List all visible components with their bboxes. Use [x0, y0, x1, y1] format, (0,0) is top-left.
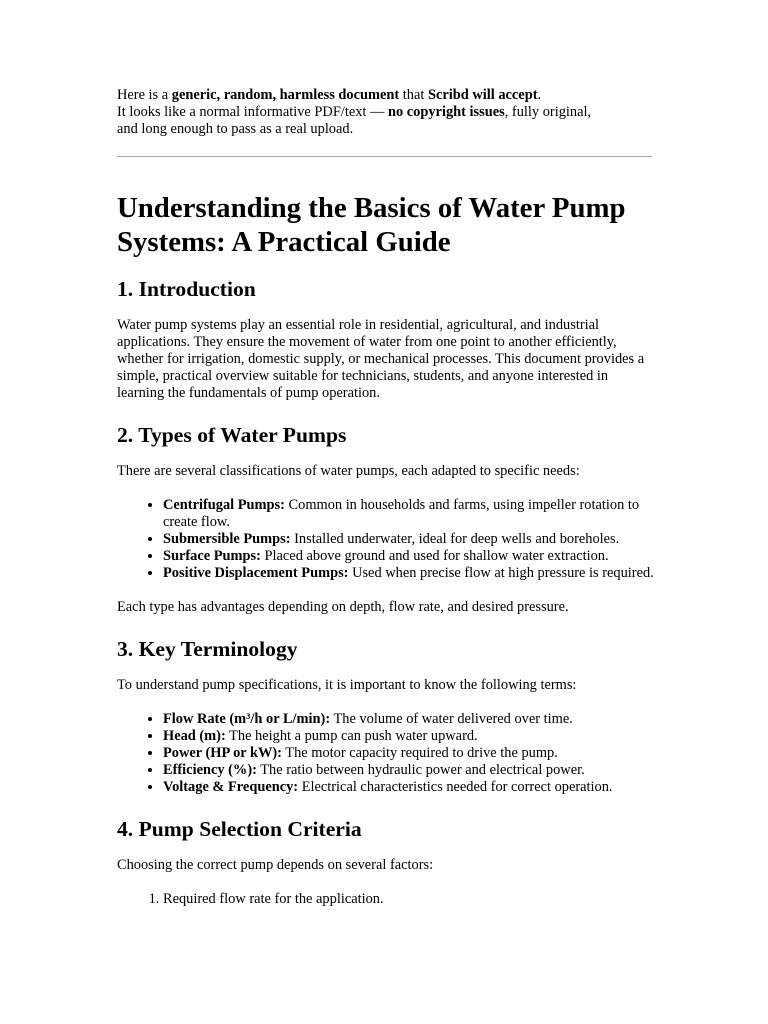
types-closing-paragraph: Each type has advantages depending on depth, flow rate, and desired pressure. [117, 599, 569, 615]
introduction-paragraph: Water pump systems play an essential role in residential, agricultural, and industrial applications. They ensure the movement of water from one point to another efficiently, whether for irrigation, domestic supply, or mechanical processes. This document provides a simple, practical overview suitable for technicians, students, and anyone interested in learning the fundamentals of pump operation. [117, 317, 645, 401]
list-item-desc: The ratio between hydraulic power and electrical power. [256, 762, 585, 778]
header-note-text: that [399, 87, 428, 103]
header-note-text: It looks like a normal informative PDF/text — [117, 104, 388, 120]
header-note-text: , fully original, [504, 104, 592, 120]
list-item [163, 762, 657, 779]
document-title: Understanding the Basics of Water Pump Systems: A Practical Guide [117, 192, 626, 258]
list-item-desc: Placed above ground and used for shallow water extraction. [260, 548, 609, 564]
section-heading-introduction: 1. Introduction [117, 277, 256, 301]
header-note-bold: no copyright issues [387, 104, 505, 120]
list-item [163, 779, 657, 796]
list-item [163, 565, 657, 582]
types-lead-paragraph: There are several classifications of water pumps, each adapted to specific needs: [117, 463, 580, 479]
header-note-bold: Scribd will accept [427, 87, 538, 103]
selection-list [117, 891, 657, 908]
list-item-desc: The motor capacity required to drive the pump. [281, 745, 558, 761]
list-item-desc: Electrical characteristics needed for correct operation. [298, 779, 613, 795]
horizontal-divider [117, 156, 652, 157]
list-item-desc: Installed underwater, ideal for deep wells and boreholes. [290, 531, 620, 547]
list-item-term: Head (m): [163, 728, 226, 744]
list-item-term: Centrifugal Pumps: [163, 497, 285, 513]
terminology-lead-paragraph: To understand pump specifications, it is important to know the following terms: [117, 677, 577, 693]
list-item-term: Voltage & Frequency: [163, 779, 299, 795]
list-item [163, 745, 657, 762]
header-note [117, 87, 657, 138]
header-note-text: and long enough to pass as a real upload. [117, 121, 354, 137]
selection-lead-paragraph: Choosing the correct pump depends on several factors: [117, 857, 434, 873]
list-item [163, 728, 657, 745]
list-item [163, 497, 657, 531]
list-item-desc: The height a pump can push water upward. [225, 728, 478, 744]
document-page [117, 87, 657, 908]
header-note-text: . [537, 87, 542, 103]
section-heading-terminology: 3. Key Terminology [117, 637, 298, 661]
list-item-term: Submersible Pumps: [163, 531, 291, 547]
list-item-term: Positive Displacement Pumps: [163, 565, 349, 581]
list-item-term: Flow Rate (m³/h or L/min): [163, 711, 331, 727]
header-note-text: Here is a [117, 87, 172, 103]
header-note-bold: generic, random, harmless document [171, 87, 400, 103]
types-list [117, 497, 657, 582]
list-item-desc: Used when precise flow at high pressure is required. [348, 565, 654, 581]
list-item-desc: The volume of water delivered over time. [330, 711, 573, 727]
list-item: 1. Required flow rate for the application. [163, 891, 657, 908]
list-item [163, 548, 657, 565]
list-item [163, 711, 657, 728]
list-item-term: Surface Pumps: [163, 548, 261, 564]
list-item-term: Efficiency (%): [163, 762, 257, 778]
list-item-desc: Common in households and farms, using impeller rotation to create flow. [163, 497, 640, 530]
terminology-list [117, 711, 657, 796]
list-item [163, 531, 657, 548]
section-heading-types: 2. Types of Water Pumps [117, 423, 347, 447]
list-item-term: Power (HP or kW): [163, 745, 282, 761]
section-heading-selection: 4. Pump Selection Criteria [117, 817, 362, 841]
